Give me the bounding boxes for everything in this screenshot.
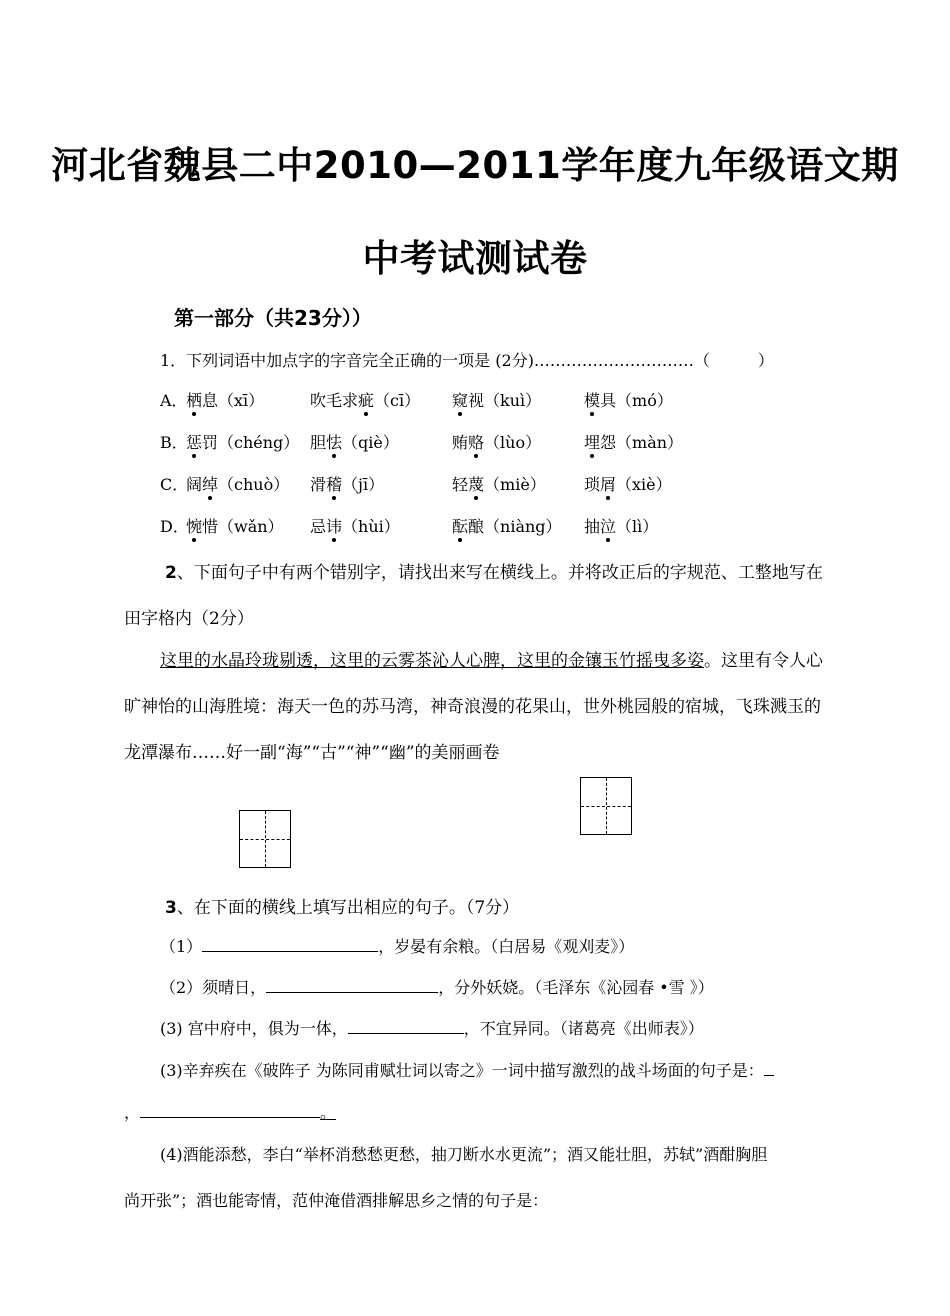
dotted-character: 埋 xyxy=(584,433,601,452)
q3-item-4-period: 。 xyxy=(320,1103,337,1122)
q3-item-3 xyxy=(160,1016,704,1039)
q2-paragraph-rest: 。这里有令人心 xyxy=(704,651,823,671)
word-prefix: 吹毛求 xyxy=(310,391,359,410)
q1-option-word xyxy=(452,472,546,495)
q1-option-label: B． xyxy=(160,433,188,452)
q1-option-word xyxy=(310,514,400,537)
word-suffix: 酿（niàng） xyxy=(468,517,562,536)
word-suffix: （hùi） xyxy=(342,517,400,536)
q3-item-4-line-2 xyxy=(124,1100,336,1123)
q3-item-4-blank-2[interactable] xyxy=(140,1101,320,1118)
q1-option-word xyxy=(310,430,399,453)
q3-item-3-blank[interactable] xyxy=(348,1017,464,1034)
word-suffix: （xiè） xyxy=(616,475,672,494)
q2-paragraph-line-2: 旷神怡的山海胜境：海天一色的苏马湾，神奇浪漫的花果山，世外桃园般的宿城，飞珠溅玉的 xyxy=(124,697,821,717)
q1-option-word xyxy=(186,472,289,495)
dotted-character: 怯 xyxy=(326,433,343,452)
q2-stem-text: 、下面句子中有两个错别字，请找出来写在横线上。并将改正后的字规范、工整地写在 xyxy=(176,563,823,583)
word-prefix: 轻 xyxy=(452,475,469,494)
q1-option-word xyxy=(452,514,562,537)
q3-item-4-text: (3)辛弃疾在《破阵子 为陈同甫赋壮词以寄之》一词中描写激烈的战斗场面的句子是： xyxy=(160,1061,764,1080)
q3-item-3-prefix: (3) 宫中府中，俱为一体， xyxy=(160,1019,348,1038)
dotted-character: 绰 xyxy=(202,475,219,494)
q1-option-word xyxy=(186,430,299,453)
q1-stem: 1．下列词语中加点字的字音完全正确的一项是 (2分)…………………………（ ） xyxy=(160,351,774,370)
q3-item-5-line-1: (4)酒能添愁，李白“举杯消愁愁更愁，抽刀断水水更流”；酒又能壮胆，苏轼”酒酣胸胆 xyxy=(160,1145,768,1164)
q2-paragraph-line-3: 龙潭瀑布……好一副“海”“古”“神”“幽”的美丽画卷 xyxy=(124,743,500,763)
q1-option-word xyxy=(186,388,264,411)
q3-item-4-blank-1[interactable] xyxy=(764,1059,774,1076)
q1-option-word xyxy=(186,514,284,537)
q2-stem-line-1 xyxy=(165,558,823,583)
q1-option-label: D． xyxy=(160,517,189,536)
word-suffix: 惜（wǎn） xyxy=(202,517,284,536)
word-suffix: 具（mó） xyxy=(600,391,673,410)
q2-number: 2 xyxy=(165,563,177,583)
word-prefix: 抽 xyxy=(584,517,601,536)
word-prefix: 贿 xyxy=(452,433,469,452)
q1-option-label: A． xyxy=(160,391,188,410)
q1-option-word xyxy=(452,430,541,453)
dotted-character: 疵 xyxy=(358,391,375,410)
dotted-character: 酝 xyxy=(452,517,469,536)
q3-item-2-suffix: ，分外妖娆。（毛泽东《沁园春 •雪 》） xyxy=(438,978,714,997)
q1-option-b[interactable] xyxy=(160,430,860,452)
q1-option-word xyxy=(584,430,683,453)
dotted-character: 泣 xyxy=(600,517,617,536)
section-heading: 第一部分（共23分）） xyxy=(174,306,372,330)
q3-item-2 xyxy=(160,975,714,998)
q3-item-3-suffix: ，不宜异同。（诸葛亮《出师表》） xyxy=(463,1019,704,1038)
q1-option-c[interactable] xyxy=(160,472,860,494)
dotted-character: 稽 xyxy=(326,475,343,494)
q3-stem-text: 、在下面的横线上填写出相应的句子。（7分） xyxy=(176,898,520,918)
q3-item-1-blank[interactable] xyxy=(202,935,378,952)
word-suffix: （jī） xyxy=(342,475,385,494)
q1-option-d[interactable] xyxy=(160,514,860,536)
dotted-character: 蔑 xyxy=(468,475,485,494)
q3-item-2-prefix: （2）须晴日， xyxy=(160,978,267,997)
q1-option-word xyxy=(310,472,384,495)
q2-stem-line-2: 田字格内（2分） xyxy=(124,609,254,629)
word-prefix: 琐 xyxy=(584,475,601,494)
dotted-character: 屑 xyxy=(600,475,617,494)
tianzi-grid-box-1[interactable] xyxy=(239,810,291,868)
q1-option-word xyxy=(452,388,541,411)
dotted-character: 模 xyxy=(584,391,601,410)
dotted-character: 惩 xyxy=(186,433,203,452)
dotted-character: 讳 xyxy=(326,517,343,536)
word-suffix: 息（xī） xyxy=(202,391,265,410)
q1-option-label: C． xyxy=(160,475,189,494)
q3-item-1-prefix: （1） xyxy=(160,937,203,956)
word-suffix: 视（kuì） xyxy=(468,391,542,410)
word-suffix: （miè） xyxy=(484,475,546,494)
word-prefix: 忌 xyxy=(310,517,327,536)
word-prefix: 滑 xyxy=(310,475,327,494)
dotted-character: 赂 xyxy=(468,433,485,452)
q3-item-5-line-2: 尚开张”；酒也能寄情，范仲淹借酒排解思乡之情的句子是： xyxy=(124,1191,549,1210)
title-line-2: 中考试测试卷 xyxy=(362,237,588,280)
word-suffix: （qiè） xyxy=(342,433,399,452)
q1-option-a[interactable] xyxy=(160,388,860,410)
q3-item-4-comma: ， xyxy=(124,1103,141,1122)
q1-option-word xyxy=(310,388,420,411)
word-suffix: （lùo） xyxy=(484,433,542,452)
word-suffix: （chuò） xyxy=(218,475,290,494)
q3-item-4-line-1 xyxy=(160,1058,774,1081)
word-suffix: （lì） xyxy=(616,517,659,536)
word-prefix: 阔 xyxy=(186,475,203,494)
word-suffix: 怨（màn） xyxy=(600,433,684,452)
q1-option-word xyxy=(584,472,672,495)
dotted-character: 栖 xyxy=(186,391,203,410)
q3-item-1 xyxy=(160,934,634,957)
q2-underlined-sentence: 这里的水晶玲珑剔透，这里的云雾茶沁人心脾，这里的金镶玉竹摇曳多姿 xyxy=(160,651,704,671)
q3-item-1-suffix: ，岁晏有余粮。（白居易《观刈麦》） xyxy=(378,937,635,956)
dotted-character: 窥 xyxy=(452,391,469,410)
q3-number: 3 xyxy=(165,898,177,918)
q2-paragraph-line-1 xyxy=(160,646,823,671)
word-suffix: 罚（chéng） xyxy=(202,433,300,452)
word-suffix: （cī） xyxy=(374,391,421,410)
q1-option-word xyxy=(584,514,658,537)
tianzi-grid-box-2[interactable] xyxy=(580,777,632,835)
dotted-character: 惋 xyxy=(186,517,203,536)
q3-stem xyxy=(165,893,519,918)
q3-item-2-blank[interactable] xyxy=(266,976,438,993)
word-prefix: 胆 xyxy=(310,433,327,452)
title-line-1: 河北省魏县二中2010—2011学年度九年级语文期 xyxy=(51,144,899,187)
q1-option-word xyxy=(584,388,673,411)
